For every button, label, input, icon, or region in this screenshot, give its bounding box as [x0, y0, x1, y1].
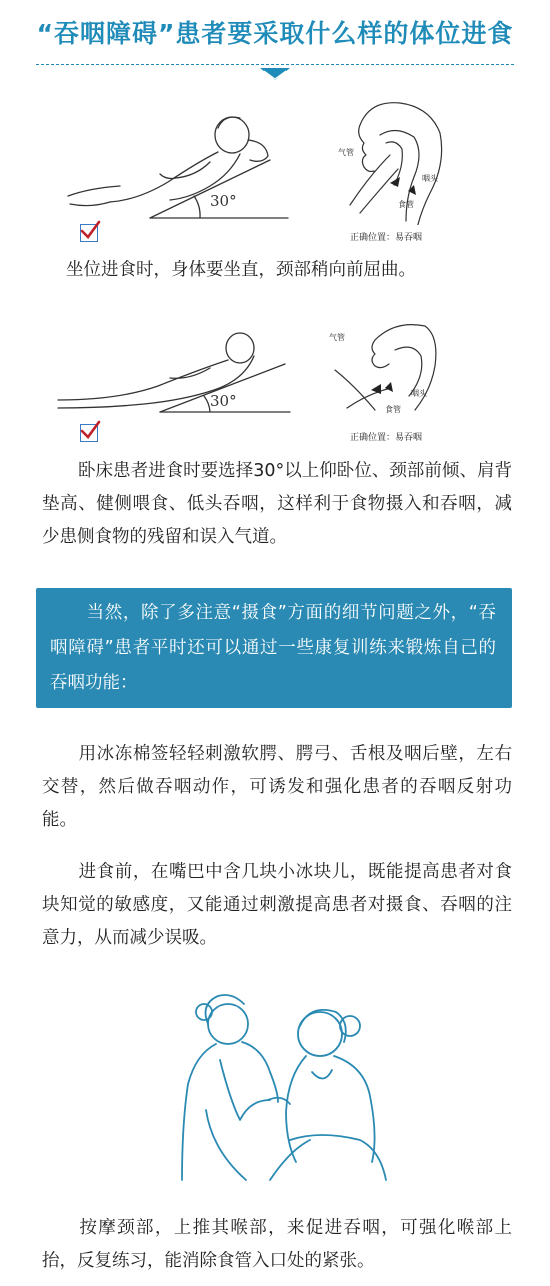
callout-box	[36, 588, 512, 708]
paragraph-seated: 坐位进食时，身体要坐直，颈部稍向前屈曲。	[66, 260, 416, 280]
pharynx-label-2: 咽头	[411, 389, 427, 398]
figure-caption-2: 正确位置：易吞咽	[350, 433, 423, 443]
esophagus-label-1: 食管	[398, 200, 414, 209]
checkmark-icon	[80, 424, 98, 442]
paragraph-ice-cubes: 进食前，在嘴巴中含几块小冰块儿，既能提高患者对食块知觉的敏感度，又能通过刺激提高患者对摄食、吞咽的注意力，从而减少误吸。	[42, 862, 512, 948]
angle-label-1: 30°	[210, 192, 237, 210]
paragraph-neck-massage: 按摩颈部，上推其喉部，来促进吞咽，可强化喉部上抬，反复练习，能消除食管入口处的紧张。	[42, 1218, 512, 1271]
lying-posture-illustration	[50, 320, 300, 420]
title-divider	[36, 64, 514, 65]
callout-text: 当然，除了多注意“摄食”方面的细节问题之外，“吞咽障碍”患者平时还可以通过一些康复训练来锻炼自己的吞咽功能：	[50, 603, 496, 693]
chevron-down-icon	[258, 66, 292, 82]
trachea-label-1: 气管	[338, 148, 354, 157]
pharynx-label-1: 咽头	[422, 174, 438, 183]
throat-section-illustration-1	[330, 95, 450, 225]
angle-label-2: 30°	[210, 392, 237, 410]
checkmark-icon	[80, 224, 98, 242]
page-title: “吞咽障碍”患者要采取什么样的体位进食	[36, 19, 514, 48]
seated-posture-illustration	[60, 100, 300, 240]
throat-section-illustration-2	[325, 310, 445, 425]
nurse-patient-illustration	[150, 990, 400, 1190]
trachea-label-2: 气管	[329, 333, 345, 342]
figure-caption-1: 正确位置：易吞咽	[350, 233, 423, 243]
paragraph-ice-swab: 用冰冻棉签轻轻刺激软腭、腭弓、舌根及咽后壁，左右交替，然后做吞咽动作，可诱发和强化患者的吞咽反射功能。	[42, 744, 512, 830]
paragraph-lying: 卧床患者进食时要选择30°以上仰卧位、颈部前倾、肩背垫高、健侧喂食、低头吞咽，这样利于食物摄入和吞咽，减少患侧食物的残留和误入气道。	[42, 461, 512, 547]
esophagus-label-2: 食管	[385, 405, 401, 414]
